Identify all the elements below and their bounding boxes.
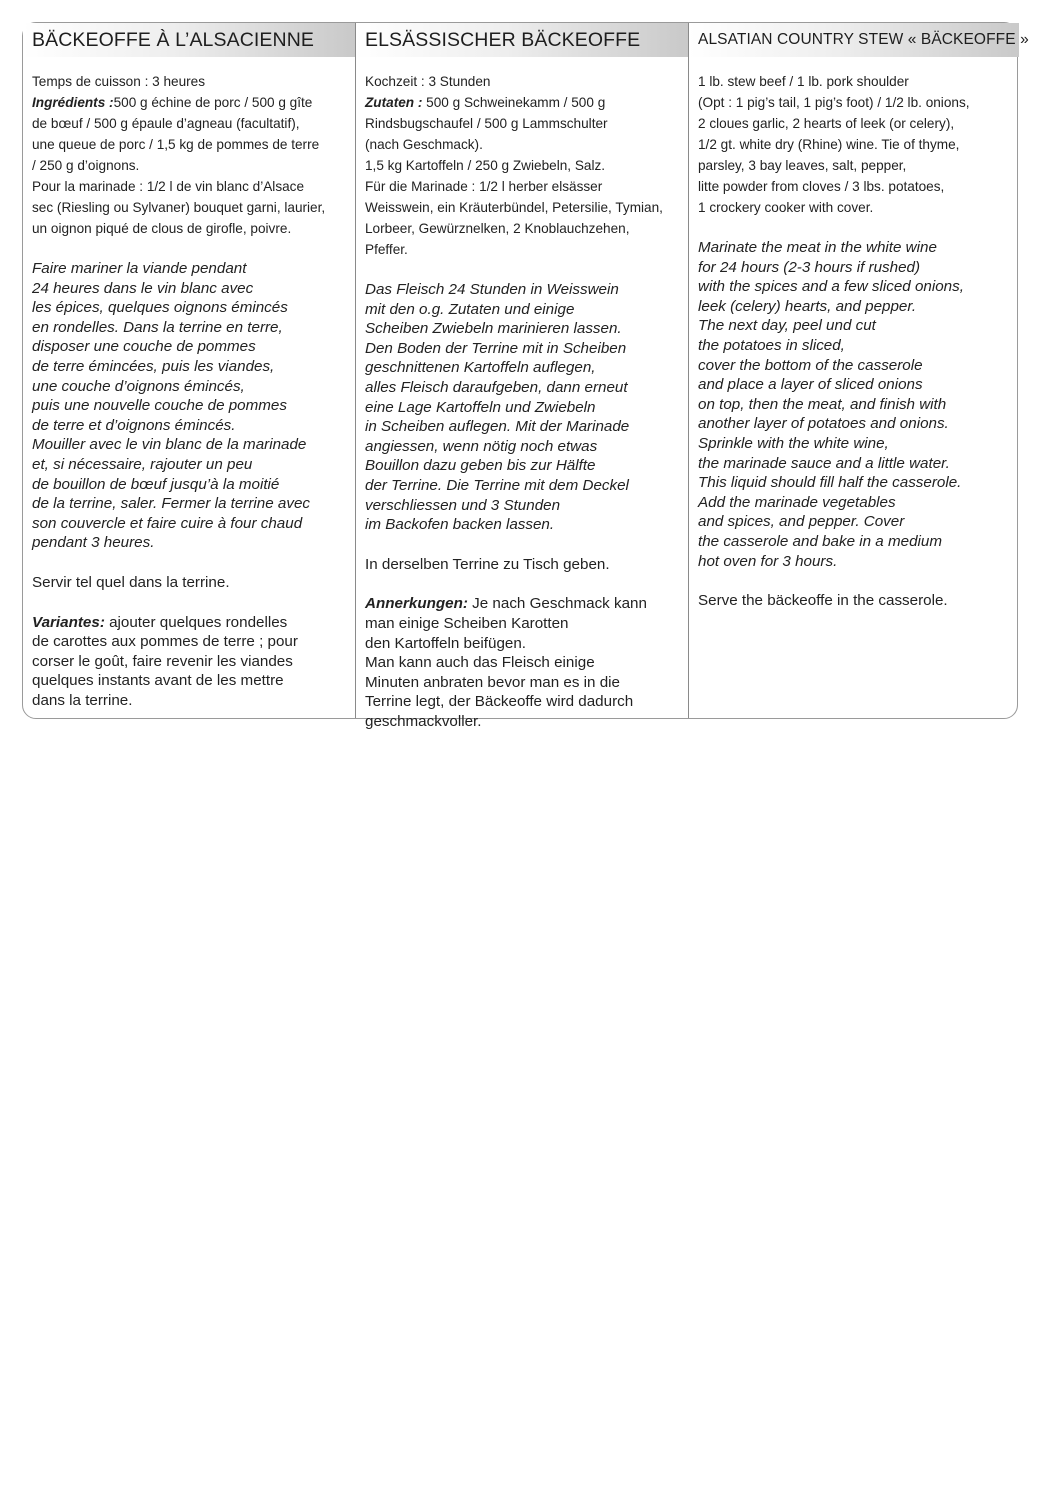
french-serve: Servir tel quel dans la terrine.	[32, 573, 230, 591]
german-notes-label: Annerkungen:	[365, 595, 468, 613]
french-method: Faire mariner la viande pendant 24 heures dans le vin blanc avec les épices, quelques oignons émincés en rondelles. Dans la terrine en terre, disposer une couche de pommes de terre émincées, puis les viandes, une couche d’oignons émincés, puis une nouvelle couche de pommes de terre et d’oignons émincés. Mouiller avec le vin blanc de la marinade et, si nécessaire, rajouter un peu de bouillon de bœuf jusqu’à la moitié de la terrine, saler. Fermer la terrine avec son couvercle et faire cuire à four chaud pendant 3 heures.	[32, 260, 310, 552]
french-ingredients-label: Ingrédients :	[32, 95, 114, 110]
german-ingredients	[365, 92, 680, 260]
french-column	[23, 23, 355, 718]
english-title: ALSATIAN COUNTRY STEW « BÄCKEOFFE »	[689, 23, 1019, 57]
english-method: Marinate the meat in the white wine for 24 hours (2-3 hours if rushed) with the spices and a few sliced onions, leek (celery) hearts, and pepper. The next day, peel und cut the potatoes in sliced, cover the bottom of the casserole and place a layer of sliced onions on top, then the meat, and finish with another layer of potatoes and onions. Sprinkle with the white wine, the marinade sauce and a little water. This liquid should fill half the casserole. Add the marinade vegetables and spices, and pepper. Cover the casserole and bake in a medium hot oven for 3 hours.	[698, 239, 964, 570]
english-serve: Serve the bäckeoffe in the casserole.	[698, 592, 948, 610]
french-cooking-time: Temps de cuisson : 3 heures	[32, 74, 206, 89]
french-variants	[32, 613, 347, 711]
french-title: BÄCKEOFFE À L’ALSACIENNE	[23, 23, 355, 57]
german-notes-text: Je nach Geschmack kann man einige Scheiben Karotten den Kartoffeln beifügen. Man kann auch das Fleisch einige Minuten anbraten bevor man es in die Terrine legt, der Bäckeoffe wird dadurch geschmackvoller.	[365, 595, 647, 730]
german-serve: In derselben Terrine zu Tisch geben.	[365, 555, 610, 573]
french-ingredients	[32, 92, 347, 239]
german-title: ELSÄSSISCHER BÄCKEOFFE	[356, 23, 688, 57]
english-ingredients: 1 lb. stew beef / 1 lb. pork shoulder (Opt : 1 pig’s tail, 1 pig’s foot) / 1/2 lb. onions, 2 cloues garlic, 2 hearts of leek (or celery), 1/2 gt. white dry (Rhine) wine. Tie of thyme, parsley, 3 bay leaves, salt, pepper, litte powder from cloves / 3 lbs. potatoes, 1 crockery cooker with cover.	[698, 74, 970, 215]
german-column	[355, 23, 688, 730]
german-ingredients-label: Zutaten :	[365, 95, 423, 110]
french-ingredients-text: 500 g échine de porc / 500 g gîte de bœuf / 500 g épaule d’agneau (facultatif), une queue de porc / 1,5 kg de pommes de terre / 250 g d’oignons. Pour la marinade : 1/2 l de vin blanc d’Alsace sec (Riesling ou Sylvaner) bouquet garni, laurier, un oignon piqué de clous de girofle, poivre.	[32, 95, 326, 236]
german-ingredients-text: 500 g Schweinekamm / 500 g Rindsbugschaufel / 500 g Lammschulter (nach Geschmack). 1,5 kg Kartoffeln / 250 g Zwiebeln, Salz. Für die Marinade : 1/2 l herber elsässer Weisswein, ein Kräuterbündel, Petersilie, Tymian, Lorbeer, Gewürznelken, 2 Knoblauchzehen, Pfeffer.	[365, 95, 663, 257]
recipe-card	[22, 22, 1029, 730]
german-method: Das Fleisch 24 Stunden in Weisswein mit den o.g. Zutaten und einige Scheiben Zwiebeln marinieren lassen. Den Boden der Terrine mit in Scheiben geschnittenen Kartoffeln auflegen, alles Fleisch daraufgeben, dann erneut eine Lage Kartoffeln und Zwiebeln in Scheiben auflegen. Mit der Marinade angiessen, wenn nötig noch etwas Bouillon dazu geben bis zur Hälfte der Terrine. Die Terrine mit dem Deckel verschliessen und 3 Stunden im Backofen backen lassen.	[365, 281, 630, 534]
french-variants-label: Variantes:	[32, 613, 105, 631]
german-notes	[365, 594, 680, 731]
french-variants-text: ajouter quelques rondelles de carottes aux pommes de terre ; pour corser le goût, faire revenir les viandes quelques instants avant de les mettre dans la terrine.	[32, 613, 298, 709]
english-column	[688, 23, 1029, 718]
german-cooking-time: Kochzeit : 3 Stunden	[365, 74, 491, 89]
